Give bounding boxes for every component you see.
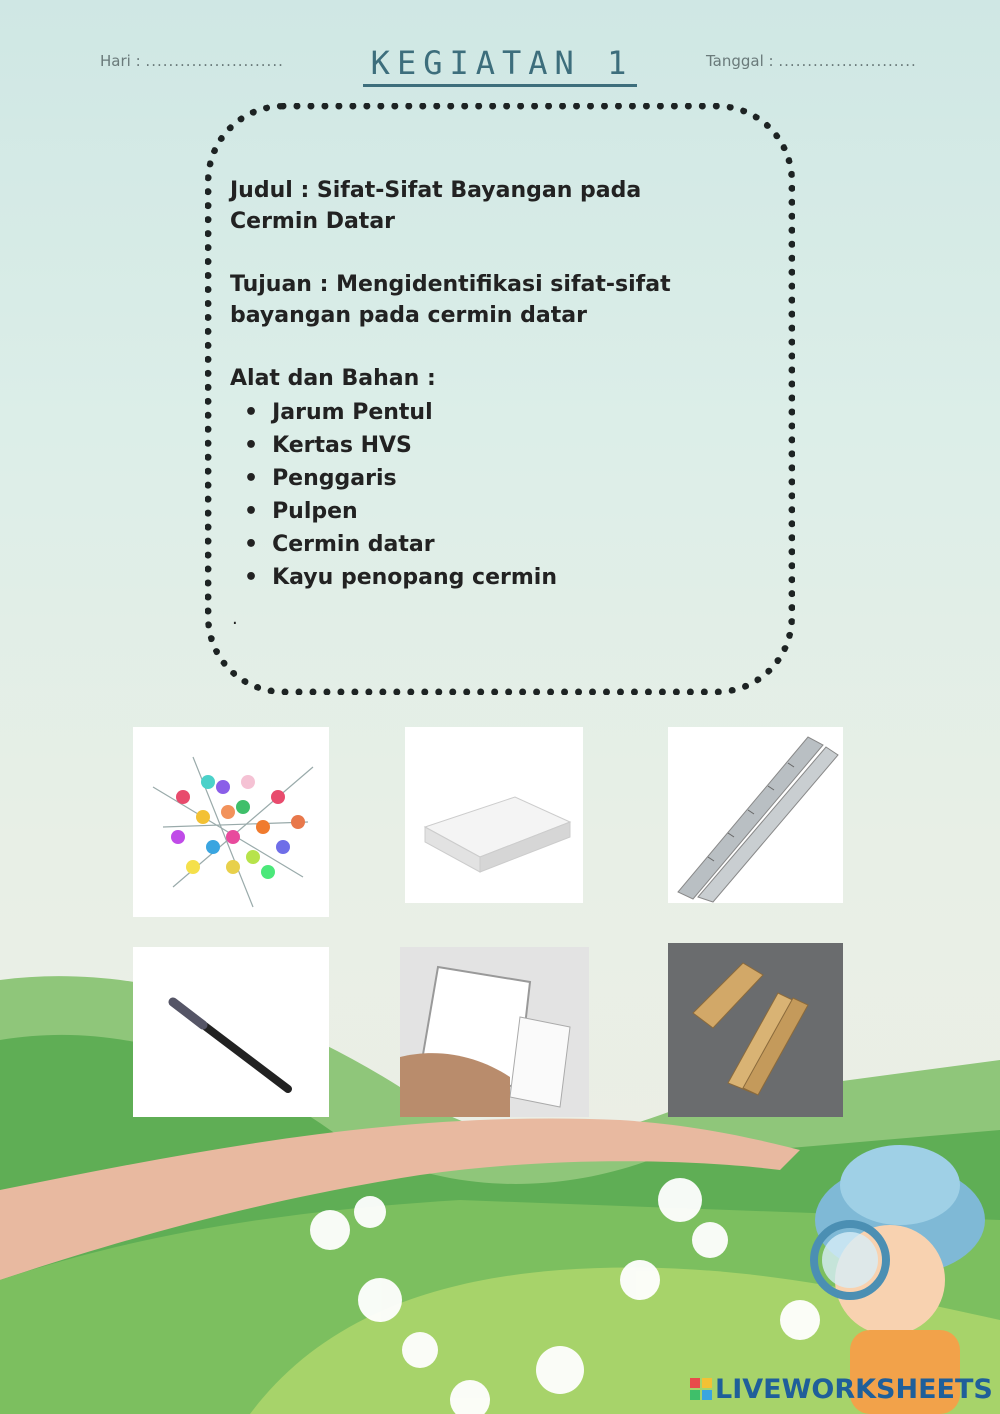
- judul-line-2: Cermin Datar: [230, 209, 396, 234]
- alat-heading: Alat dan Bahan :: [230, 366, 436, 391]
- list-item: • Cermin datar: [244, 528, 770, 561]
- hari-label: Hari :: [100, 52, 141, 70]
- judul-line-1: Judul : Sifat-Sifat Bayangan pada: [230, 178, 642, 203]
- tujuan-line-2: bayangan pada cermin datar: [230, 303, 587, 328]
- page-title-text: KEGIATAN 1: [363, 44, 638, 87]
- list-item: • Pulpen: [244, 495, 770, 528]
- pins-photo: [133, 727, 329, 917]
- tujuan-line-1: Tujuan : Mengidentifikasi sifat-sifat: [230, 272, 671, 297]
- stray-mark: .: [232, 608, 238, 629]
- tanggal-field: [706, 52, 917, 70]
- pen-photo: [133, 947, 329, 1117]
- brand-text: LIVEWORKSHEETS: [715, 1374, 993, 1405]
- liveworksheets-badge-icon: [690, 1378, 712, 1400]
- materials-list: [230, 396, 770, 594]
- tanggal-dots: ........................: [778, 52, 917, 70]
- hari-dots: ........................: [145, 52, 284, 70]
- list-item: • Penggaris: [244, 462, 770, 495]
- tanggal-label: Tanggal :: [706, 52, 774, 70]
- list-item: • Kayu penopang cermin: [244, 561, 770, 594]
- ruler-photo: [668, 727, 843, 903]
- list-item: • Kertas HVS: [244, 429, 770, 462]
- wood-stand-photo: [668, 943, 843, 1117]
- card-content: [230, 175, 770, 594]
- paper-stack-photo: [405, 727, 583, 903]
- list-item: • Jarum Pentul: [244, 396, 770, 429]
- liveworksheets-logo: [690, 1374, 993, 1405]
- mirror-photo: [400, 947, 589, 1117]
